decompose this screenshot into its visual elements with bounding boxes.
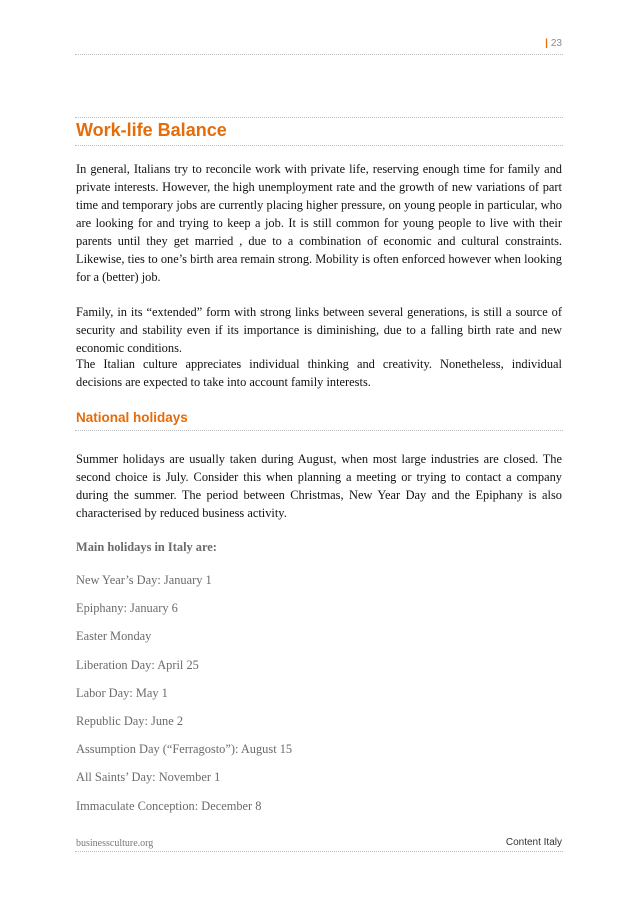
list-item: Republic Day: June 2 — [76, 713, 184, 728]
page-number-bar: | — [545, 38, 548, 49]
holidays-title-underline — [75, 430, 563, 431]
page-number-value: 23 — [550, 38, 562, 49]
footer-divider — [75, 851, 563, 852]
list-item: Immaculate Conception: December 8 — [76, 798, 262, 813]
section-top-divider — [75, 117, 563, 118]
list-item: New Year’s Day: January 1 — [76, 573, 212, 587]
footer-site: businessculture.org — [76, 838, 154, 849]
footer-label: Content Italy — [505, 837, 562, 848]
page-number — [545, 38, 562, 49]
section-title-work-life: Work-life Balance — [76, 120, 227, 140]
list-item: Assumption Day (“Ferragosto”): August 15 — [76, 742, 293, 757]
work-life-paragraph-2: Family, in its “extended” form with strong links between several generations, is still a source of security and stability even if its importance is diminishing, due to a falling birth rate and new economic conditions. — [76, 305, 562, 355]
section-title-underline — [75, 145, 563, 146]
holidays-list-heading: Main holidays in Italy are: — [76, 540, 217, 554]
work-life-paragraph-3: The Italian culture appreciates individual thinking and creativity. Nonetheless, individual decisions are expected to take into account family interests. — [76, 357, 562, 389]
list-item: Easter Monday — [76, 629, 152, 644]
list-item: Epiphany: January 6 — [76, 601, 178, 616]
list-item: Liberation Day: April 25 — [76, 657, 199, 672]
holidays-paragraph: Summer holidays are usually taken during August, when most large industries are closed. The second choice is July. Consider this when planning a meeting or trying to contact a company during the summer. The period between Christmas, New Year Day and the Epiphany is also characterised by reduced business activity. — [76, 452, 562, 520]
list-item: All Saints’ Day: November 1 — [76, 770, 221, 785]
work-life-paragraph-1: In general, Italians try to reconcile work with private life, reserving enough time for family and private interests. However, the high unemployment rate and the growth of new variations of part time and temporary jobs are currently placing higher pressure, on young people in particular, who are looking for and trying to keep a job. It is still common for young people to live with their parents until they get married , due to a combination of economic and cultural constraints. Likewise, ties to one’s birth area remain strong. Mobility is often enforced however when looking for a (better) job. — [76, 162, 562, 284]
header-divider — [75, 54, 563, 55]
holidays-list — [76, 572, 292, 826]
list-item: Labor Day: May 1 — [76, 685, 168, 700]
section-title-holidays: National holidays — [76, 410, 188, 425]
